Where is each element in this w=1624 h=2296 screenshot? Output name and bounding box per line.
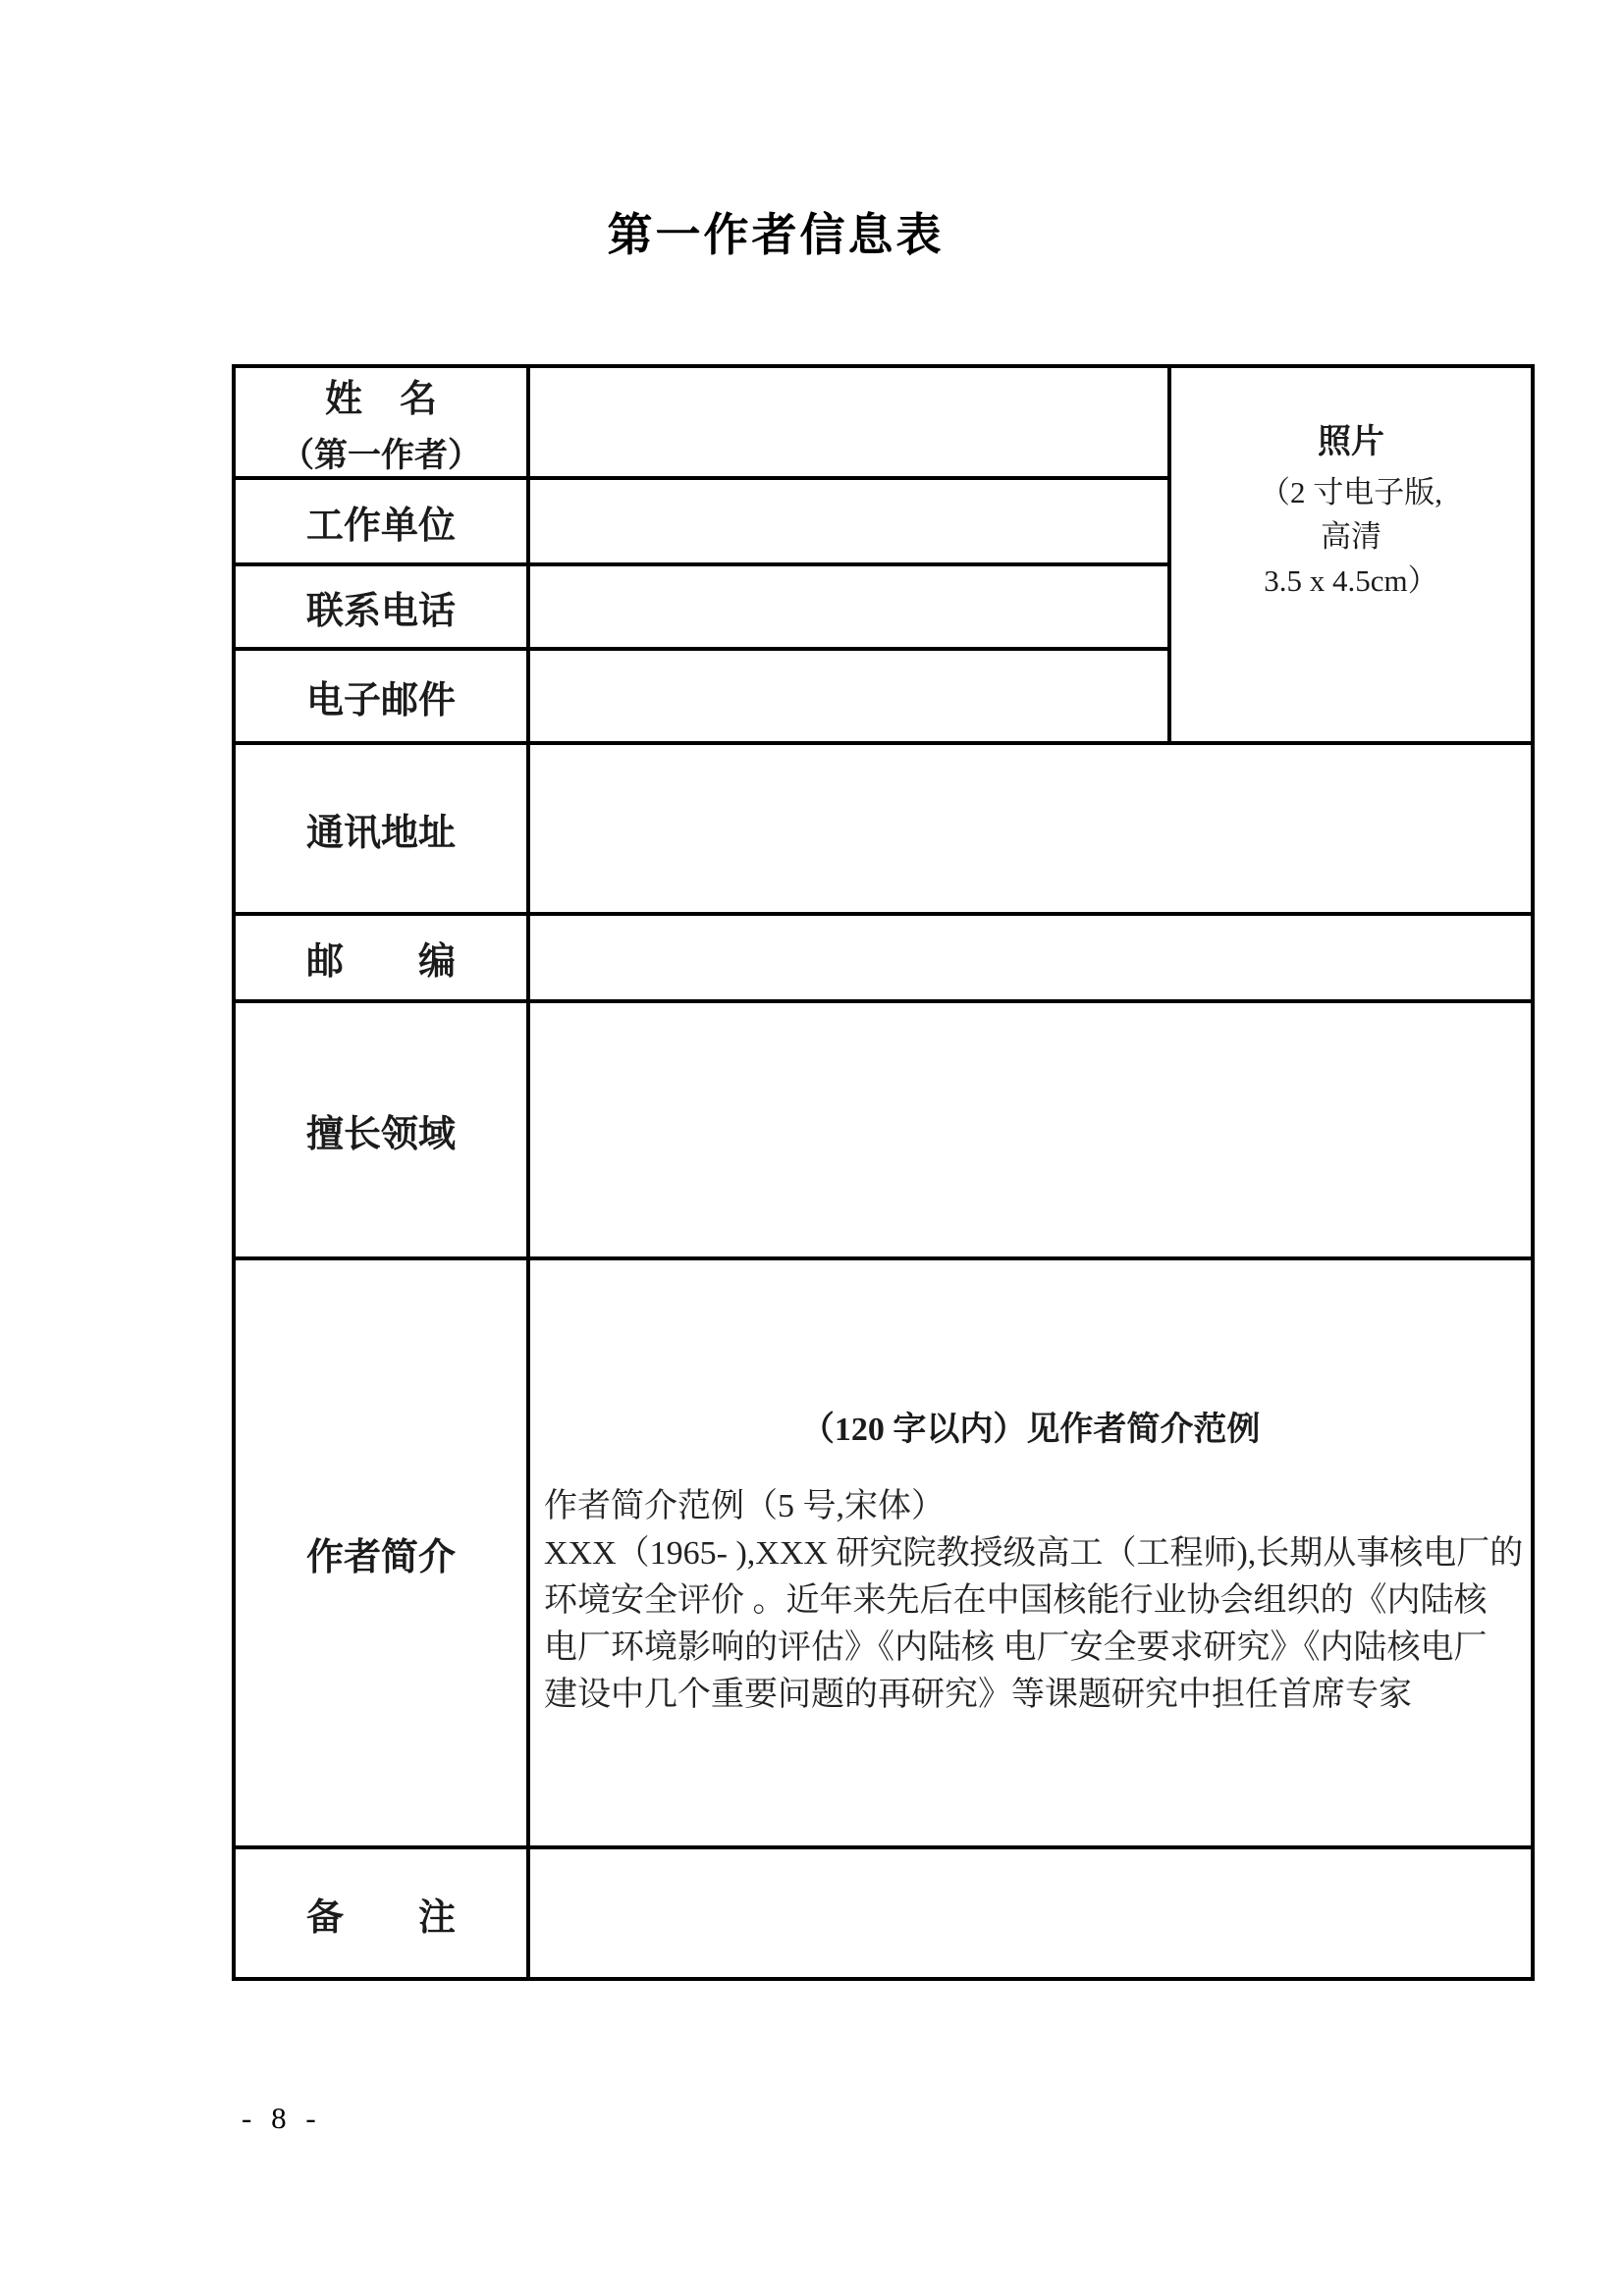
- row-bio: [234, 1258, 1533, 1847]
- address-label-cell: [234, 743, 528, 914]
- bio-label-cell: [234, 1258, 528, 1847]
- page-number: - 8 -: [242, 2101, 322, 2135]
- postal-code-label: 邮 编: [305, 941, 456, 983]
- remarks-label: 备 注: [305, 1896, 456, 1939]
- bio-example-line-2: XXX（1965- ),XXX 研究院教授级高工（工程师),长期从事核电厂的: [544, 1534, 1524, 1572]
- row-address: [234, 743, 1533, 914]
- bio-example-line-5: 建设中几个重要问题的再研究》等课题研究中担任首席专家: [544, 1676, 1412, 1713]
- phone-label-cell: [234, 564, 528, 649]
- bio-example-line-1: 作者简介范例（5 号,宋体）: [544, 1487, 945, 1524]
- postal-code-label-cell: [234, 914, 528, 1001]
- photo-spec-line-3: 3.5 x 4.5cm）: [1264, 562, 1438, 598]
- author-info-table: [232, 364, 1535, 1981]
- email-label: 电子邮件: [305, 679, 456, 721]
- photo-spec-line-2: 高清: [1320, 518, 1381, 554]
- row-name: [234, 366, 1533, 478]
- bio-example-line-4: 电厂环境影响的评估》《内陆核 电厂安全要求研究》《内陆核电厂: [544, 1629, 1488, 1666]
- photo-placeholder: [1171, 414, 1532, 696]
- remarks-value-cell[interactable]: [528, 1847, 1533, 1979]
- row-expertise: [234, 1001, 1533, 1258]
- expertise-label-cell: [234, 1001, 528, 1258]
- page-title: 第一作者信息表: [607, 210, 945, 260]
- name-sublabel: （第一作者）: [281, 438, 481, 474]
- address-label: 通讯地址: [305, 812, 456, 854]
- name-label-cell: [234, 366, 528, 478]
- expertise-label: 擅长领域: [305, 1113, 456, 1155]
- photo-cell[interactable]: [1169, 366, 1534, 743]
- row-remarks: [234, 1847, 1533, 1979]
- bio-example-line-3: 环境安全评价 。近年来先后在中国核能行业协会组织的《内陆核: [544, 1581, 1488, 1619]
- bio-label: 作者简介: [305, 1536, 456, 1578]
- address-value-cell[interactable]: [528, 743, 1533, 914]
- name-value-cell[interactable]: [528, 366, 1169, 478]
- bio-instruction-header: （120 字以内）见作者简介范例: [800, 1411, 1261, 1448]
- photo-spec-line-1: （2 寸电子版,: [1259, 474, 1442, 509]
- remarks-label-cell: [234, 1847, 528, 1979]
- phone-value-cell[interactable]: [528, 564, 1169, 649]
- bio-value-cell[interactable]: [528, 1258, 1533, 1847]
- email-label-cell: [234, 649, 528, 743]
- phone-label: 联系电话: [305, 590, 456, 632]
- expertise-value-cell[interactable]: [528, 1001, 1533, 1258]
- photo-label: 照片: [1317, 423, 1384, 460]
- email-value-cell[interactable]: [528, 649, 1169, 743]
- bio-example-text: [530, 1483, 1531, 1719]
- work-unit-value-cell[interactable]: [528, 478, 1169, 564]
- work-unit-label: 工作单位: [305, 505, 456, 547]
- name-label: 姓 名: [324, 379, 437, 420]
- postal-code-value-cell[interactable]: [528, 914, 1533, 1001]
- work-unit-label-cell: [234, 478, 528, 564]
- row-postal-code: [234, 914, 1533, 1001]
